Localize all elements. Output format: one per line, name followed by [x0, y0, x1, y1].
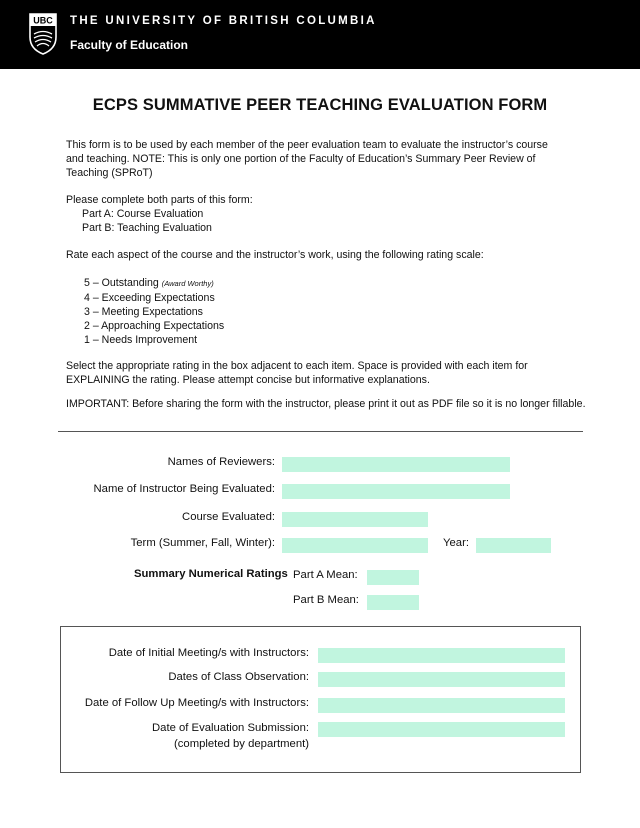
scale-item	[66, 276, 586, 291]
follow-up-label: Date of Follow Up Meeting/s with Instructors:	[84, 697, 309, 709]
part-b-mean-label: Part B Mean:	[293, 594, 359, 606]
initial-meeting-field[interactable]	[318, 648, 565, 663]
part-a-mean-label: Part A Mean:	[293, 569, 358, 581]
rating-scale-list	[66, 276, 586, 347]
parts-heading: Please complete both parts of this form:	[66, 194, 253, 206]
initial-meeting-label: Date of Initial Meeting/s with Instructors:	[108, 647, 309, 659]
part-b-mean-field[interactable]	[367, 595, 419, 610]
course-field[interactable]	[282, 512, 428, 527]
summary-ratings-label: Summary Numerical Ratings	[134, 568, 288, 580]
year-field[interactable]	[476, 538, 551, 553]
parts-section	[66, 193, 586, 235]
university-header	[0, 0, 640, 69]
part-a-item: Part A: Course Evaluation	[82, 208, 204, 220]
form-title: ECPS SUMMATIVE PEER TEACHING EVALUATION FORM	[92, 96, 548, 114]
section-divider	[58, 431, 583, 432]
class-observation-label: Dates of Class Observation:	[168, 671, 309, 683]
instructions-line: EXPLAINING the rating. Please attempt concise but informative explanations.	[66, 374, 430, 386]
university-name: THE UNIVERSITY OF BRITISH COLUMBIA	[70, 15, 377, 27]
intro-line: and teaching. NOTE: This is only one portion of the Faculty of Education’s Summary Peer Review of	[66, 153, 536, 165]
crest-text: UBC	[33, 15, 53, 26]
reviewers-field[interactable]	[282, 457, 510, 472]
submission-label: Date of Evaluation Submission:	[152, 722, 309, 734]
scale-item-note: (Award Worthy)	[161, 279, 214, 288]
scale-item-text: 5 – Outstanding	[84, 277, 159, 289]
instructions-line: Select the appropriate rating in the box adjacent to each item. Space is provided with each item for	[66, 360, 528, 372]
submission-field[interactable]	[318, 722, 565, 737]
faculty-name: Faculty of Education	[70, 38, 189, 52]
intro-line: Teaching (SPRoT)	[66, 167, 153, 179]
term-label: Term (Summer, Fall, Winter):	[130, 537, 275, 549]
year-label: Year:	[443, 537, 469, 549]
ubc-crest-icon	[28, 13, 58, 55]
course-label: Course Evaluated:	[182, 511, 275, 523]
important-note: IMPORTANT: Before sharing the form with the instructor, please print it out as PDF file so it is no longer fillable.	[66, 398, 586, 410]
follow-up-field[interactable]	[318, 698, 565, 713]
scale-intro: Rate each aspect of the course and the instructor’s work, using the following rating scale:	[66, 249, 484, 261]
scale-item: 1 – Needs Improvement	[84, 334, 198, 346]
part-a-mean-field[interactable]	[367, 570, 419, 585]
instructions-paragraph	[66, 359, 586, 387]
reviewers-label: Names of Reviewers:	[167, 456, 275, 468]
class-observation-field[interactable]	[318, 672, 565, 687]
submission-note: (completed by department)	[174, 738, 309, 750]
term-field[interactable]	[282, 538, 428, 553]
intro-line: This form is to be used by each member of the peer evaluation team to evaluate the instructor’s course	[66, 139, 548, 151]
scale-item: 3 – Meeting Expectations	[84, 306, 203, 318]
instructor-field[interactable]	[282, 484, 510, 499]
scale-item: 2 – Approaching Expectations	[84, 320, 225, 332]
instructor-label: Name of Instructor Being Evaluated:	[93, 483, 275, 495]
part-b-item: Part B: Teaching Evaluation	[82, 222, 212, 234]
intro-paragraph	[66, 138, 586, 180]
scale-item: 4 – Exceeding Expectations	[84, 292, 215, 304]
